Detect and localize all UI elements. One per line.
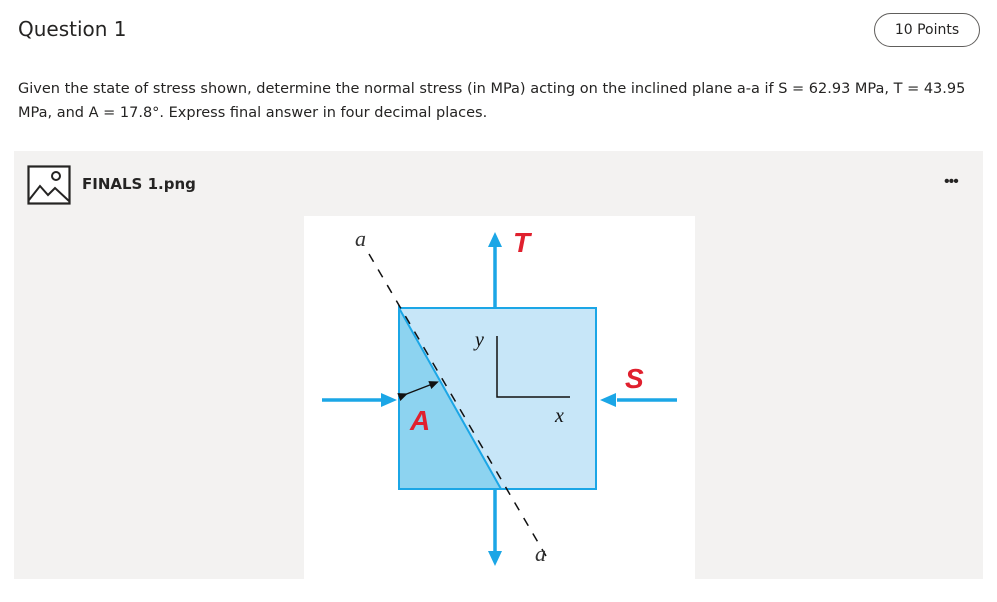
attachment-file-name[interactable]: FINALS 1.png	[82, 175, 196, 193]
points-badge: 10 Points	[874, 13, 980, 47]
tension-arrow-up	[488, 232, 502, 308]
compression-arrow-left	[322, 393, 397, 407]
tension-arrow-down	[488, 489, 502, 566]
label-A: A	[410, 405, 431, 436]
question-text	[18, 77, 968, 125]
more-options-button[interactable]: •••	[944, 173, 958, 190]
stress-diagram	[304, 216, 695, 579]
label-y: y	[475, 329, 484, 351]
label-a-top: a	[355, 226, 366, 251]
question-text-line2: MPa, and A = 17.8°. Express final answer in four decimal places.	[18, 105, 488, 121]
label-x: x	[555, 405, 564, 427]
question-text-line1: Given the state of stress shown, determine the normal stress (in MPa) acting on the inclined plane a-a if S = 62.93 MPa, T = 43.95	[18, 81, 966, 97]
image-file-icon	[27, 165, 71, 210]
compression-arrow-right	[600, 393, 677, 407]
attachment-card[interactable]	[14, 151, 983, 579]
label-a-bottom: a	[535, 541, 546, 566]
label-S: S	[625, 363, 644, 394]
label-T: T	[513, 227, 531, 258]
question-title: Question 1	[18, 17, 127, 41]
